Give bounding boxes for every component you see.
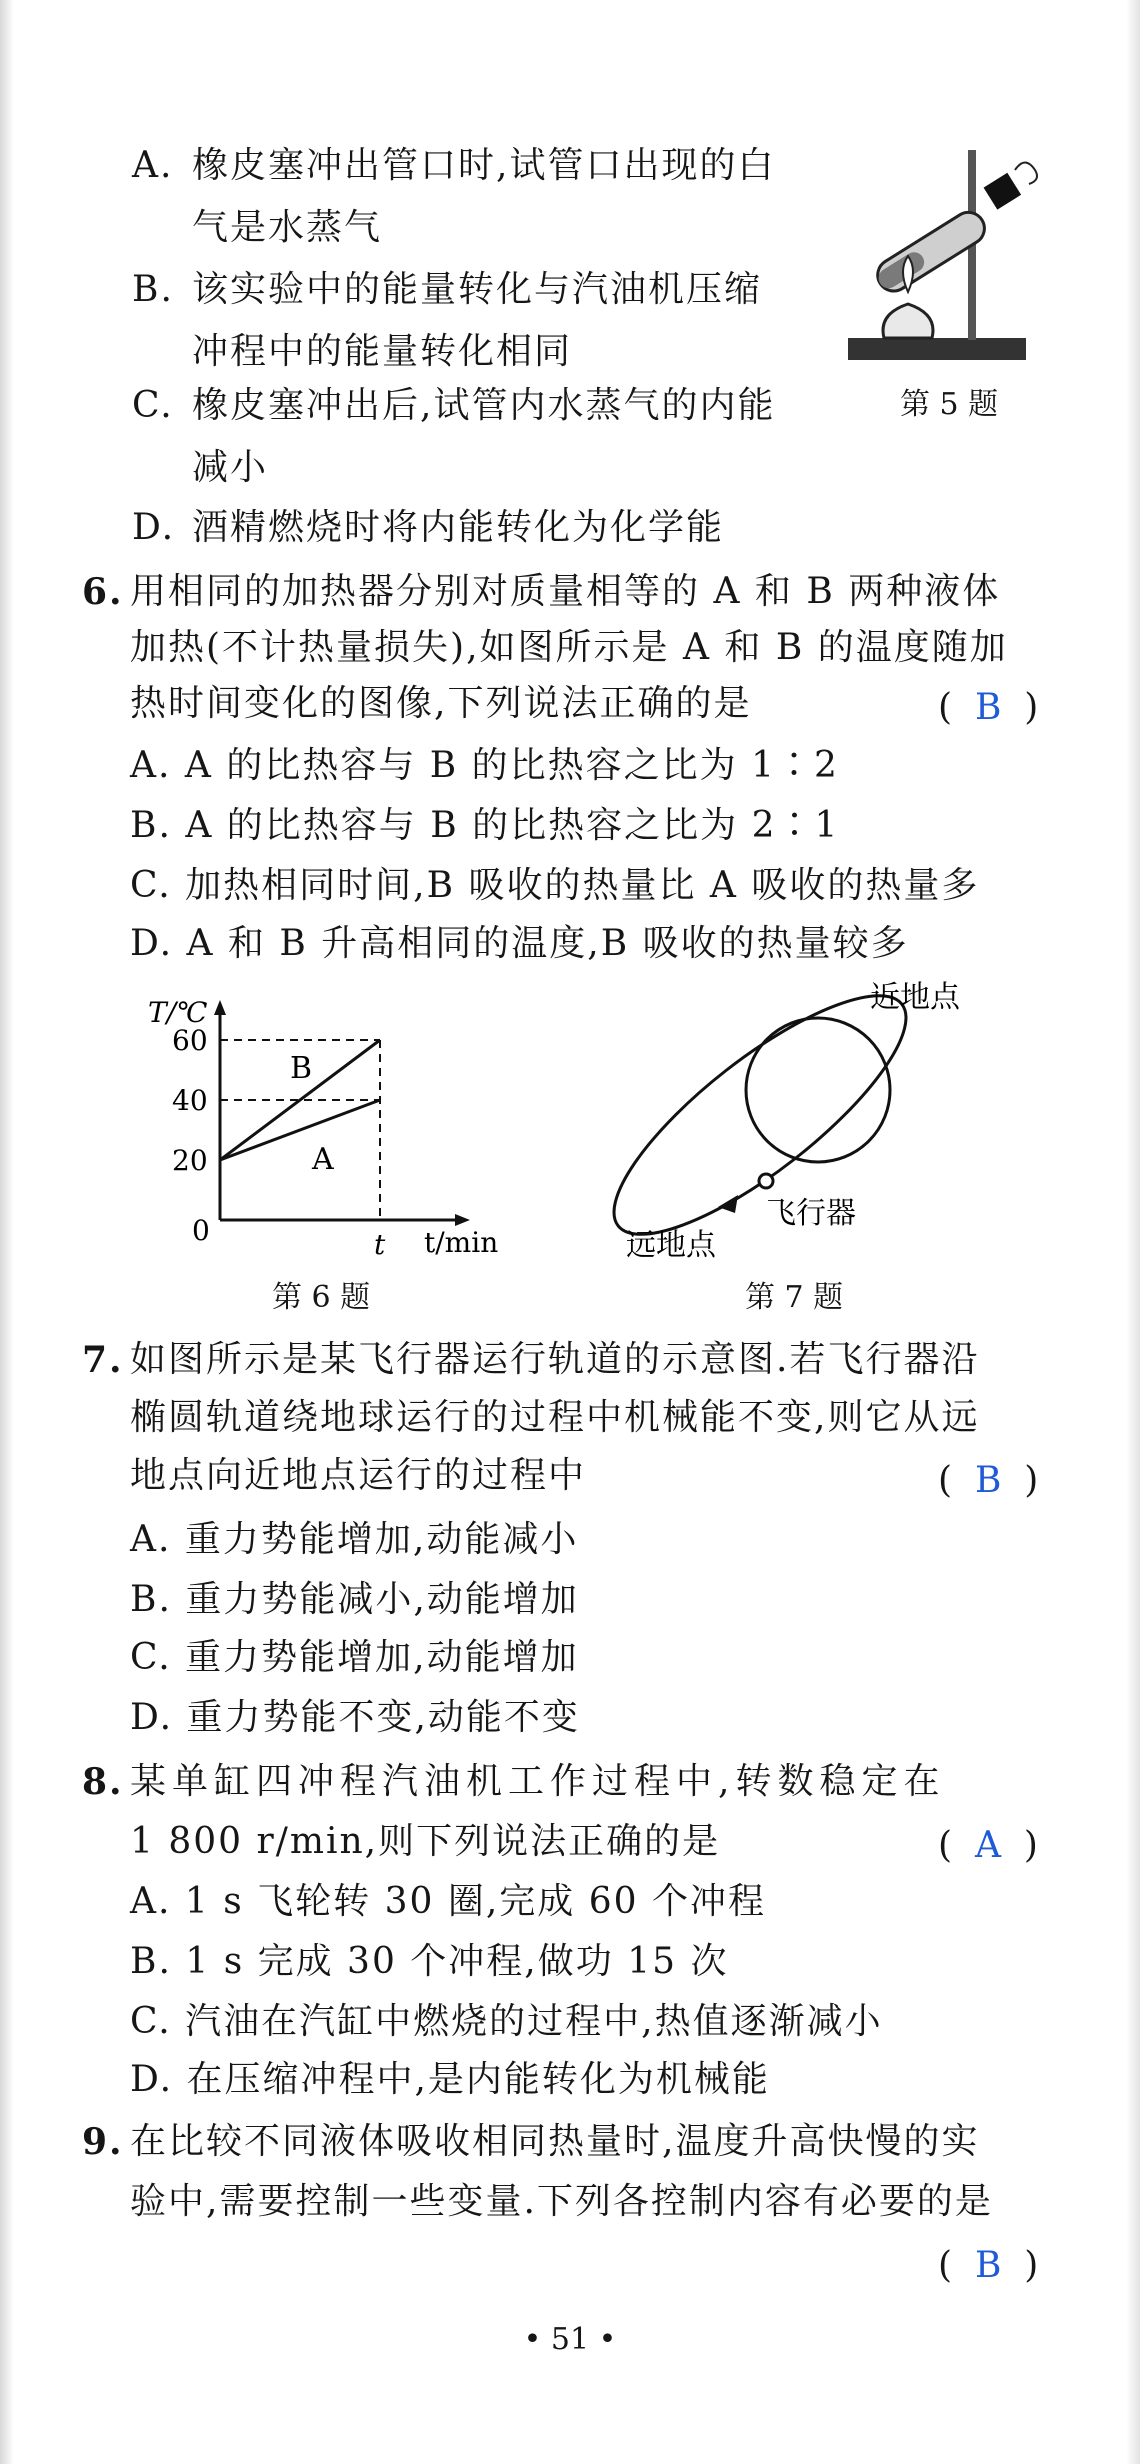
y-axis-label: T/℃ [148, 996, 208, 1029]
orbit-direction-arrow [718, 1195, 738, 1213]
y-tick-label-20: 20 [172, 1144, 208, 1177]
q8-option-d: D. 在压缩冲程中,是内能转化为机械能 [130, 2059, 770, 2100]
q9-answer: B [974, 2245, 1002, 2286]
q7-option-c: C. 重力势能增加,动能增加 [130, 1637, 579, 1678]
q5-option-c-line2: 减小 [192, 447, 269, 488]
y-tick-label-60: 60 [172, 1024, 208, 1057]
q9-answer-bracket: ( B ) [938, 2245, 1039, 2286]
q5-option-b-line1: 该实验中的能量转化与汽油机压缩 [192, 269, 763, 310]
q6-option-a: A. A 的比热容与 B 的比热容之比为 1∶2 [130, 745, 839, 786]
fig5-caption: 第 5 题 [900, 387, 999, 422]
q7-option-a: A. 重力势能增加,动能减小 [130, 1519, 579, 1560]
q6-option-c: C. 加热相同时间,B 吸收的热量比 A 吸收的热量多 [130, 865, 980, 906]
q7-stem-line2: 椭圆轨道绕地球运行的过程中机械能不变,则它从远 [130, 1397, 980, 1438]
q9-number: 9. [82, 2121, 124, 2163]
apparatus-base [848, 338, 1026, 360]
q6-stem-line3: 热时间变化的图像,下列说法正确的是 [130, 683, 752, 724]
q5-option-a-label: A. [132, 145, 174, 186]
q6-option-d: D. A 和 B 升高相同的温度,B 吸收的热量较多 [130, 923, 909, 964]
fig6-temperature-chart [140, 990, 540, 1260]
x-tick-label-t: t [374, 1228, 386, 1260]
q6-answer: B [974, 687, 1002, 728]
series-label-B: B [290, 1051, 313, 1086]
q8-answer: A [974, 1825, 1001, 1866]
fig7-orbit-diagram [600, 975, 1040, 1275]
q5-option-a-line1: 橡皮塞冲出管口时,试管口出现的白 [192, 145, 776, 186]
q9-stem-line1: 在比较不同液体吸收相同热量时,温度升高快慢的实 [130, 2121, 980, 2162]
q8-stem-line2: 1 800 r/min,则下列说法正确的是 [130, 1821, 721, 1862]
q8-stem-line1: 某单缸四冲程汽油机工作过程中,转数稳定在 [130, 1761, 946, 1802]
q5-option-b-label: B. [132, 269, 174, 310]
fig5-test-tube-apparatus [840, 140, 1040, 380]
perigee-label: 近地点 [870, 980, 960, 1015]
q6-stem-line2: 加热(不计热量损失),如图所示是 A 和 B 的温度随加 [130, 627, 1008, 668]
series-label-A: A [312, 1142, 334, 1177]
alcohol-lamp [883, 304, 933, 338]
y-tick-label-40: 40 [172, 1084, 208, 1117]
apogee-label: 远地点 [626, 1228, 716, 1263]
q8-option-a: A. 1 s 飞轮转 30 圈,完成 60 个冲程 [130, 1881, 766, 1922]
x-tick-label-0: 0 [192, 1214, 210, 1247]
q5-option-a-line2: 气是水蒸气 [192, 207, 383, 248]
q5-option-d-label: D. [132, 507, 176, 548]
x-axis-arrow [455, 1214, 470, 1226]
q5-option-c-label: C. [132, 385, 174, 426]
q7-answer: B [974, 1460, 1002, 1501]
rubber-stopper [984, 173, 1022, 210]
q5-option-d-line1: 酒精燃烧时将内能转化为化学能 [192, 507, 725, 548]
fig7-caption: 第 7 题 [745, 1280, 844, 1315]
y-axis-arrow [214, 1000, 226, 1015]
q8-answer-bracket: ( A ) [938, 1825, 1038, 1866]
q5-option-c-line1: 橡皮塞冲出后,试管内水蒸气的内能 [192, 385, 776, 426]
x-axis-label: t/min [424, 1226, 499, 1259]
q7-stem-line1: 如图所示是某飞行器运行轨道的示意图.若飞行器沿 [130, 1339, 980, 1380]
fig6-plot-marks [172, 1024, 386, 1260]
series-line-A [220, 1100, 380, 1160]
q7-option-d: D. 重力势能不变,动能不变 [130, 1697, 580, 1738]
q7-stem-line3: 地点向近地点运行的过程中 [130, 1455, 587, 1496]
q8-option-c: C. 汽油在汽缸中燃烧的过程中,热值逐渐减小 [130, 2001, 883, 2042]
spacecraft-marker [759, 1174, 773, 1188]
q8-number: 8. [82, 1761, 124, 1803]
scan-shadow-right [1126, 0, 1140, 2464]
page-number: • 51 • [523, 2322, 617, 2357]
q6-option-b: B. A 的比热容与 B 的比热容之比为 2∶1 [130, 805, 840, 846]
scan-shadow-left [0, 0, 14, 2464]
q6-stem-line1: 用相同的加热器分别对质量相等的 A 和 B 两种液体 [130, 571, 1001, 612]
q7-answer-bracket: ( B ) [938, 1460, 1039, 1501]
fig6-caption: 第 6 题 [272, 1280, 371, 1315]
q8-option-b: B. 1 s 完成 30 个冲程,做功 15 次 [130, 1941, 729, 1982]
q7-number: 7. [82, 1339, 124, 1381]
q7-option-b: B. 重力势能减小,动能增加 [130, 1579, 579, 1620]
q9-stem-line2: 验中,需要控制一些变量.下列各控制内容有必要的是 [130, 2181, 993, 2222]
q6-answer-bracket: ( B ) [938, 687, 1039, 728]
q5-option-b-line2: 冲程中的能量转化相同 [192, 331, 573, 372]
steam-puff [1015, 163, 1037, 185]
q6-number: 6. [82, 571, 124, 613]
spacecraft-label: 飞行器 [766, 1196, 856, 1231]
